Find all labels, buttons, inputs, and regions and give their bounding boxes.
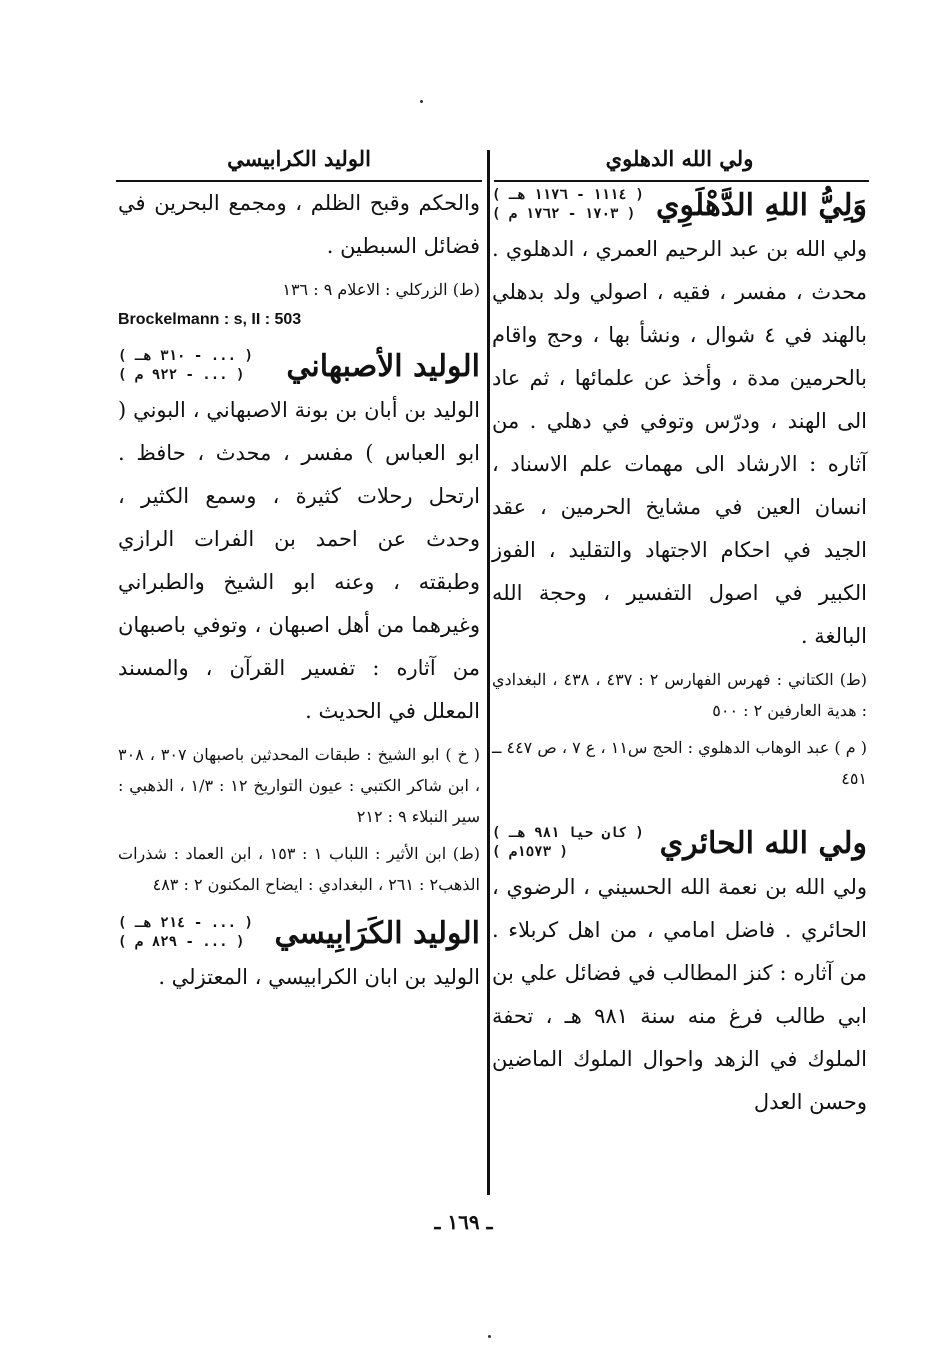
hijri-date: ( ... - ٣١٠ هـ )	[118, 348, 253, 364]
reference-printed: (ط) الزركلي : الاعلام ٩ : ١٣٦	[282, 280, 480, 299]
left-column	[118, 140, 480, 1003]
gregorian-date: ( ١٧٠٣ - ١٧٦٢ م )	[492, 206, 636, 222]
entry-name: الوليد الكَرَابِيسي	[274, 915, 480, 951]
entry-body: ولي الله بن نعمة الله الحسيني ، الرضوي ، الحائري . فاضل امامي ، من اهل كربلاء . من آثاره : كنز المطالب في فضائل علي بن ابي طالب فرغ منه سنة ٩٨١ هـ ، تحفة الملوك في الزهد واحوال الملوك الماضين وحسن العدل	[492, 875, 867, 1114]
print-speck	[420, 100, 423, 103]
entry-dates	[492, 186, 644, 224]
entry-dates	[492, 824, 644, 862]
reference-printed: (ط) ابن الأثير : اللباب ١ : ١٥٣ ، ابن العماد : شذرات الذهب٢ : ٢٦١ ، البغدادي : ايضاح المكنون ٢ : ٤٨٣	[118, 844, 481, 894]
gregorian-date: ( ... - ٨٢٩ م )	[118, 934, 245, 950]
entry-name: وَلِيُّ اللهِ الدَّهْلَوِي	[656, 187, 867, 223]
gregorian-date: ( ... - ٩٢٢ م )	[118, 367, 245, 383]
column-divider	[487, 150, 490, 1195]
print-speck	[488, 1335, 491, 1338]
reference-printed: (ط) الكتاني : فهرس الفهارس ٢ : ٤٣٧ ، ٤٣٨ ، البغدادي : هدية العارفين ٢ : ٥٠٠	[492, 670, 867, 720]
entry-dates	[118, 914, 253, 952]
reference-latin: Brockelmann : s, II : 503	[118, 311, 302, 328]
page-number: ـ ١٦٩ ـ	[434, 1210, 493, 1234]
entry-title-dehlavi	[492, 186, 867, 224]
hijri-date: ( كان حيا ٩٨١ هـ )	[492, 825, 644, 841]
entry-name: ولي الله الحائري	[659, 825, 867, 861]
right-column	[492, 140, 867, 1128]
gregorian-date: ( ١٥٧٣م )	[492, 844, 568, 860]
entry-title-isfahani	[118, 347, 480, 385]
entry-body: الوليد بن أبان بن بونة الاصبهاني ، البوني ( ابو العباس ) مفسر ، محدث ، حافظ . ارتحل رحلات كثيرة ، وسمع الكثير ، وحدث عن احمد بن الفرات الرازي وطبقته ، وعنه ابو الشيخ والطبراني وغيرهما من أهل اصبهان ، وتوفي باصبهان من آثاره : تفسير القرآن ، والمسند المعلل في الحديث .	[118, 398, 480, 723]
entry-title-haeri	[492, 824, 867, 862]
entry-title-karabisi	[118, 914, 480, 952]
entry-dates	[118, 347, 253, 385]
hijri-date: ( ١١١٤ - ١١٧٦ هـ )	[492, 187, 644, 203]
reference-manuscript: ( خ ) ابو الشيخ : طبقات المحدثين باصبهان ٣٠٧ ، ٣٠٨ ، ابن شاكر الكتبي : عيون التواريخ ١٢ : ١/٣ ، الذهبي : سير النبلاء ٩ : ٢١٢	[118, 745, 480, 826]
right-running-header: ولي الله الدهلوي	[605, 146, 754, 171]
entry-body: ولي الله بن عبد الرحيم العمري ، الدهلوي . محدث ، مفسر ، فقيه ، اصولي ولد بدهلي بالهند في ٤ شوال ، ونشأ بها ، وحج واقام بالحرمين مدة ، وأخذ عن علمائها ، ثم عاد الى الهند ، ودرّس وتوفي في دهلي . من آثاره : الارشاد الى مهمات علم الاسناد ، انسان العين في مشايخ الحرمين ، عقد الجيد في احكام الاجتهاد والتقليد ، الفوز الكبير في اصول التفسير ، وحجة الله البالغة .	[492, 237, 868, 648]
hijri-date: ( ... - ٢١٤ هـ )	[118, 915, 253, 931]
entry-name: الوليد الأصبهاني	[286, 348, 480, 384]
left-running-header: الوليد الكرابيسي	[227, 146, 371, 171]
continued-text: والحكم وقبح الظلم ، ومجمع البحرين في فضائل السبطين .	[118, 191, 480, 258]
reference-journal: ( م ) عبد الوهاب الدهلوي : الحج س١١ ، ع ٧ ، ص ٤٤٧ ــ ٤٥١	[492, 738, 868, 788]
entry-body: الوليد بن ابان الكرابيسي ، المعتزلي .	[158, 965, 480, 989]
